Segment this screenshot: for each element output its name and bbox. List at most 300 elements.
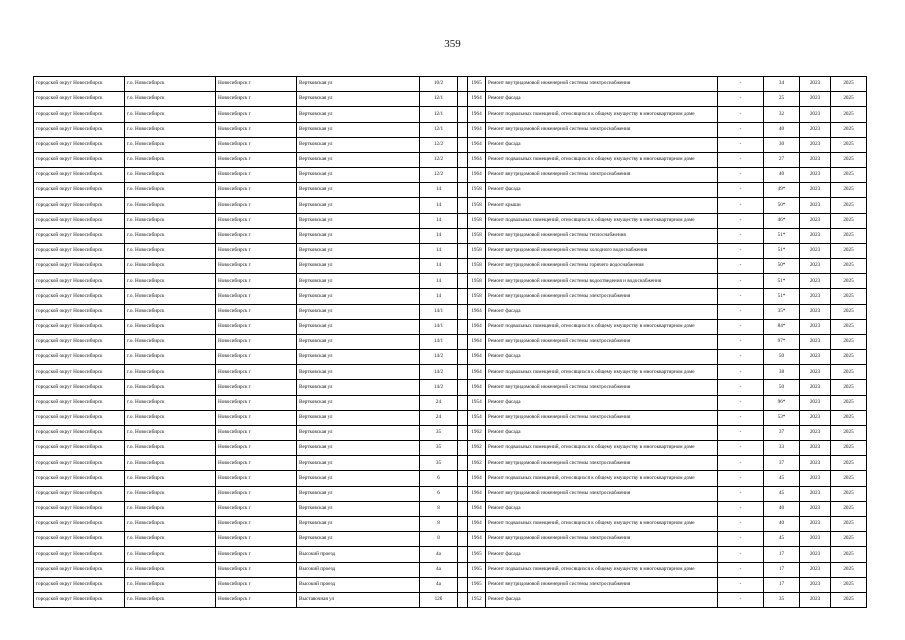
cell-house-number: 35 — [420, 425, 458, 440]
cell-blank: - — [718, 228, 764, 243]
cell-settlement: Новосибирск г — [216, 395, 297, 410]
cell-municipality: городской округ Новосибирск — [34, 183, 125, 198]
cell-blank: - — [718, 380, 764, 395]
cell-end-year: 2025 — [831, 319, 867, 334]
table-row — [34, 183, 867, 198]
cell-area: 40 — [764, 122, 800, 137]
cell-district: г.о. Новосибирск — [125, 319, 216, 334]
cell-house-number: 6 — [420, 486, 458, 501]
cell-house-number: 14/2 — [420, 380, 458, 395]
cell-end-year: 2025 — [831, 501, 867, 516]
table-row — [34, 289, 867, 304]
cell-blank: - — [718, 137, 764, 152]
cell-year-built: 1958 — [468, 228, 486, 243]
cell-blank: - — [718, 577, 764, 592]
cell-end-year: 2025 — [831, 547, 867, 562]
cell-start-year: 2023 — [800, 486, 831, 501]
cell-end-year: 2025 — [831, 516, 867, 531]
cell-house-number: 14 — [420, 183, 458, 198]
cell-house-number: 14/2 — [420, 350, 458, 365]
cell-area: 40 — [764, 516, 800, 531]
cell-start-year: 2023 — [800, 137, 831, 152]
cell-area: 25 — [764, 92, 800, 107]
cell-blank: - — [718, 152, 764, 167]
cell-municipality: городской округ Новосибирск — [34, 92, 125, 107]
cell-settlement: Новосибирск г — [216, 592, 297, 607]
cell-building — [458, 213, 468, 228]
cell-district: г.о. Новосибирск — [125, 365, 216, 380]
cell-district: г.о. Новосибирск — [125, 577, 216, 592]
cell-year-built: 1964 — [468, 137, 486, 152]
cell-end-year: 2025 — [831, 334, 867, 349]
cell-end-year: 2025 — [831, 137, 867, 152]
cell-settlement: Новосибирск г — [216, 441, 297, 456]
cell-end-year: 2025 — [831, 425, 867, 440]
cell-house-number: 12/1 — [420, 122, 458, 137]
cell-blank: - — [718, 365, 764, 380]
cell-building — [458, 243, 468, 258]
cell-end-year: 2025 — [831, 213, 867, 228]
cell-blank: - — [718, 122, 764, 137]
cell-work-type: Ремонт подвальных помещений, относящихся к общему имуществу в многоквартирном доме — [486, 319, 718, 334]
table-row — [34, 365, 867, 380]
cell-year-built: 1954 — [468, 410, 486, 425]
cell-year-built: 1964 — [468, 365, 486, 380]
cell-start-year: 2023 — [800, 228, 831, 243]
table-row — [34, 532, 867, 547]
cell-area: 35* — [764, 304, 800, 319]
cell-house-number: 35 — [420, 441, 458, 456]
cell-start-year: 2023 — [800, 243, 831, 258]
cell-municipality: городской округ Новосибирск — [34, 562, 125, 577]
cell-settlement: Новосибирск г — [216, 547, 297, 562]
cell-start-year: 2023 — [800, 168, 831, 183]
cell-district: г.о. Новосибирск — [125, 137, 216, 152]
table-row — [34, 198, 867, 213]
table-row — [34, 213, 867, 228]
cell-work-type: Ремонт подвальных помещений, относящихся к общему имуществу в многоквартирном доме — [486, 471, 718, 486]
cell-house-number: 24 — [420, 410, 458, 425]
cell-building — [458, 107, 468, 122]
cell-blank: - — [718, 395, 764, 410]
cell-start-year: 2023 — [800, 365, 831, 380]
table-row — [34, 456, 867, 471]
cell-start-year: 2023 — [800, 501, 831, 516]
cell-settlement: Новосибирск г — [216, 471, 297, 486]
cell-building — [458, 198, 468, 213]
cell-blank: - — [718, 532, 764, 547]
cell-blank: - — [718, 92, 764, 107]
cell-settlement: Новосибирск г — [216, 334, 297, 349]
cell-end-year: 2025 — [831, 441, 867, 456]
cell-house-number: 12б — [420, 592, 458, 607]
cell-house-number: 4а — [420, 577, 458, 592]
cell-building — [458, 547, 468, 562]
cell-blank: - — [718, 486, 764, 501]
table-row — [34, 304, 867, 319]
cell-street: Вертковская ул — [297, 441, 420, 456]
cell-year-built: 1964 — [468, 350, 486, 365]
cell-street: Вертковская ул — [297, 213, 420, 228]
cell-municipality: городской округ Новосибирск — [34, 259, 125, 274]
table-row — [34, 259, 867, 274]
cell-building — [458, 183, 468, 198]
cell-street: Вертковская ул — [297, 532, 420, 547]
cell-start-year: 2023 — [800, 562, 831, 577]
table-row — [34, 577, 867, 592]
cell-start-year: 2023 — [800, 456, 831, 471]
cell-settlement: Новосибирск г — [216, 486, 297, 501]
cell-year-built: 1958 — [468, 198, 486, 213]
cell-street: Вертковская ул — [297, 183, 420, 198]
cell-blank: - — [718, 592, 764, 607]
cell-work-type: Ремонт подвальных помещений, относящихся к общему имуществу в многоквартирном доме — [486, 152, 718, 167]
table-row — [34, 152, 867, 167]
cell-work-type: Ремонт фасада — [486, 501, 718, 516]
cell-street: Вертковская ул — [297, 122, 420, 137]
table-row — [34, 501, 867, 516]
cell-district: г.о. Новосибирск — [125, 92, 216, 107]
table-row — [34, 350, 867, 365]
table-row — [34, 410, 867, 425]
cell-district: г.о. Новосибирск — [125, 168, 216, 183]
cell-area: 53* — [764, 410, 800, 425]
cell-municipality: городской округ Новосибирск — [34, 243, 125, 258]
cell-house-number: 14 — [420, 228, 458, 243]
cell-street: Вертковская ул — [297, 319, 420, 334]
table-row — [34, 77, 867, 92]
cell-area: 37 — [764, 456, 800, 471]
cell-municipality: городской округ Новосибирск — [34, 441, 125, 456]
cell-year-built: 1964 — [468, 168, 486, 183]
cell-district: г.о. Новосибирск — [125, 486, 216, 501]
cell-start-year: 2023 — [800, 532, 831, 547]
cell-settlement: Новосибирск г — [216, 183, 297, 198]
cell-year-built: 1958 — [468, 183, 486, 198]
cell-blank: - — [718, 471, 764, 486]
cell-municipality: городской округ Новосибирск — [34, 289, 125, 304]
cell-district: г.о. Новосибирск — [125, 410, 216, 425]
cell-area: 40 — [764, 501, 800, 516]
cell-building — [458, 516, 468, 531]
cell-house-number: 12/1 — [420, 92, 458, 107]
cell-street: Вертковская ул — [297, 350, 420, 365]
cell-house-number: 14 — [420, 198, 458, 213]
cell-house-number: 24 — [420, 395, 458, 410]
cell-area: 46* — [764, 213, 800, 228]
cell-area: 50 — [764, 350, 800, 365]
cell-building — [458, 289, 468, 304]
cell-municipality: городской округ Новосибирск — [34, 213, 125, 228]
cell-street: Вертковская ул — [297, 274, 420, 289]
cell-year-built: 1964 — [468, 516, 486, 531]
cell-street: Вертковская ул — [297, 228, 420, 243]
cell-house-number: 14 — [420, 274, 458, 289]
cell-house-number: 14 — [420, 289, 458, 304]
cell-building — [458, 350, 468, 365]
cell-end-year: 2025 — [831, 577, 867, 592]
cell-start-year: 2023 — [800, 213, 831, 228]
cell-work-type: Ремонт внутридомовой инженерной системы электроснабжения — [486, 380, 718, 395]
cell-building — [458, 562, 468, 577]
cell-year-built: 1965 — [468, 577, 486, 592]
cell-district: г.о. Новосибирск — [125, 183, 216, 198]
cell-year-built: 1954 — [468, 395, 486, 410]
cell-blank: - — [718, 259, 764, 274]
cell-area: 51* — [764, 228, 800, 243]
cell-work-type: Ремонт внутридомовой инженерной системы электроснабжения — [486, 77, 718, 92]
cell-year-built: 1964 — [468, 92, 486, 107]
cell-street: Вертковская ул — [297, 304, 420, 319]
table-row — [34, 471, 867, 486]
cell-start-year: 2023 — [800, 92, 831, 107]
cell-end-year: 2025 — [831, 77, 867, 92]
cell-work-type: Ремонт фасада — [486, 350, 718, 365]
cell-settlement: Новосибирск г — [216, 577, 297, 592]
cell-blank: - — [718, 516, 764, 531]
cell-district: г.о. Новосибирск — [125, 592, 216, 607]
cell-settlement: Новосибирск г — [216, 365, 297, 380]
table-row — [34, 486, 867, 501]
table-row — [34, 516, 867, 531]
cell-district: г.о. Новосибирск — [125, 259, 216, 274]
table-row — [34, 441, 867, 456]
cell-street: Вертковская ул — [297, 289, 420, 304]
cell-district: г.о. Новосибирск — [125, 152, 216, 167]
cell-area: 49* — [764, 183, 800, 198]
cell-house-number: 4а — [420, 562, 458, 577]
cell-start-year: 2023 — [800, 471, 831, 486]
cell-house-number: 14 — [420, 213, 458, 228]
cell-district: г.о. Новосибирск — [125, 471, 216, 486]
cell-work-type: Ремонт подвальных помещений, относящихся к общему имуществу в многоквартирном доме — [486, 562, 718, 577]
cell-settlement: Новосибирск г — [216, 562, 297, 577]
table-row — [34, 395, 867, 410]
cell-work-type: Ремонт внутридомовой инженерной системы холодного водоснабжения — [486, 243, 718, 258]
cell-building — [458, 501, 468, 516]
cell-work-type: Ремонт фасада — [486, 183, 718, 198]
cell-building — [458, 319, 468, 334]
cell-building — [458, 259, 468, 274]
cell-work-type: Ремонт внутридомовой инженерной системы электроснабжения — [486, 456, 718, 471]
cell-settlement: Новосибирск г — [216, 107, 297, 122]
cell-settlement: Новосибирск г — [216, 228, 297, 243]
cell-end-year: 2025 — [831, 592, 867, 607]
cell-end-year: 2025 — [831, 122, 867, 137]
cell-blank: - — [718, 243, 764, 258]
cell-municipality: городской округ Новосибирск — [34, 471, 125, 486]
cell-end-year: 2025 — [831, 243, 867, 258]
cell-district: г.о. Новосибирск — [125, 243, 216, 258]
cell-work-type: Ремонт фасада — [486, 547, 718, 562]
cell-building — [458, 456, 468, 471]
cell-house-number: 12/2 — [420, 137, 458, 152]
cell-house-number: 8 — [420, 516, 458, 531]
cell-area: 45 — [764, 471, 800, 486]
cell-area: 37 — [764, 425, 800, 440]
cell-work-type: Ремонт фасада — [486, 137, 718, 152]
cell-district: г.о. Новосибирск — [125, 350, 216, 365]
cell-blank: - — [718, 562, 764, 577]
cell-municipality: городской округ Новосибирск — [34, 592, 125, 607]
cell-year-built: 1964 — [468, 532, 486, 547]
cell-street: Высокий проезд — [297, 547, 420, 562]
cell-municipality: городской округ Новосибирск — [34, 350, 125, 365]
cell-settlement: Новосибирск г — [216, 92, 297, 107]
cell-year-built: 1958 — [468, 213, 486, 228]
cell-start-year: 2023 — [800, 183, 831, 198]
cell-blank: - — [718, 441, 764, 456]
cell-work-type: Ремонт внутридомовой инженерной системы электроснабжения — [486, 486, 718, 501]
cell-blank: - — [718, 456, 764, 471]
cell-building — [458, 152, 468, 167]
cell-house-number: 35 — [420, 456, 458, 471]
cell-start-year: 2023 — [800, 410, 831, 425]
cell-street: Вертковская ул — [297, 243, 420, 258]
cell-street: Вертковская ул — [297, 486, 420, 501]
cell-year-built: 1964 — [468, 107, 486, 122]
cell-area: 17 — [764, 562, 800, 577]
cell-municipality: городской округ Новосибирск — [34, 365, 125, 380]
cell-year-built: 1964 — [468, 334, 486, 349]
cell-street: Вертковская ул — [297, 471, 420, 486]
cell-blank: - — [718, 289, 764, 304]
cell-work-type: Ремонт внутридомовой инженерной системы электроснабжения — [486, 122, 718, 137]
cell-work-type: Ремонт внутридомовой инженерной системы электроснабжения — [486, 334, 718, 349]
cell-municipality: городской округ Новосибирск — [34, 107, 125, 122]
cell-area: 51* — [764, 243, 800, 258]
cell-street: Вертковская ул — [297, 198, 420, 213]
cell-work-type: Ремонт внутридомовой инженерной системы горячего водоснабжения — [486, 259, 718, 274]
cell-start-year: 2023 — [800, 380, 831, 395]
cell-blank: - — [718, 274, 764, 289]
cell-street: Вертковская ул — [297, 152, 420, 167]
cell-start-year: 2023 — [800, 198, 831, 213]
cell-municipality: городской округ Новосибирск — [34, 410, 125, 425]
cell-start-year: 2023 — [800, 395, 831, 410]
cell-settlement: Новосибирск г — [216, 77, 297, 92]
cell-start-year: 2023 — [800, 77, 831, 92]
cell-work-type: Ремонт подвальных помещений, относящихся к общему имуществу в многоквартирном доме — [486, 365, 718, 380]
cell-building — [458, 365, 468, 380]
cell-settlement: Новосибирск г — [216, 122, 297, 137]
cell-district: г.о. Новосибирск — [125, 441, 216, 456]
cell-work-type: Ремонт подвальных помещений, относящихся к общему имуществу в многоквартирном доме — [486, 516, 718, 531]
table-row — [34, 92, 867, 107]
cell-start-year: 2023 — [800, 334, 831, 349]
cell-settlement: Новосибирск г — [216, 168, 297, 183]
table-row — [34, 319, 867, 334]
cell-district: г.о. Новосибирск — [125, 122, 216, 137]
cell-year-built: 1965 — [468, 547, 486, 562]
cell-street: Высокий проезд — [297, 562, 420, 577]
repair-schedule-table — [33, 76, 867, 608]
cell-year-built: 1964 — [468, 486, 486, 501]
table-row — [34, 137, 867, 152]
cell-house-number: 12/1 — [420, 107, 458, 122]
cell-municipality: городской округ Новосибирск — [34, 122, 125, 137]
cell-municipality: городской округ Новосибирск — [34, 334, 125, 349]
cell-district: г.о. Новосибирск — [125, 77, 216, 92]
cell-street: Выставочная ул — [297, 592, 420, 607]
cell-end-year: 2025 — [831, 532, 867, 547]
cell-area: 45 — [764, 532, 800, 547]
cell-street: Вертковская ул — [297, 395, 420, 410]
cell-municipality: городской округ Новосибирск — [34, 168, 125, 183]
table-row — [34, 380, 867, 395]
cell-work-type: Ремонт подвальных помещений, относящихся к общему имуществу в многоквартирном доме — [486, 441, 718, 456]
cell-street: Высокий проезд — [297, 577, 420, 592]
cell-area: 51* — [764, 289, 800, 304]
cell-settlement: Новосибирск г — [216, 289, 297, 304]
cell-settlement: Новосибирск г — [216, 350, 297, 365]
cell-settlement: Новосибирск г — [216, 213, 297, 228]
cell-building — [458, 92, 468, 107]
cell-area: 51* — [764, 274, 800, 289]
cell-year-built: 1964 — [468, 319, 486, 334]
cell-end-year: 2025 — [831, 365, 867, 380]
cell-settlement: Новосибирск г — [216, 516, 297, 531]
cell-municipality: городской округ Новосибирск — [34, 532, 125, 547]
cell-street: Вертковская ул — [297, 259, 420, 274]
cell-house-number: 14 — [420, 259, 458, 274]
cell-area: 96* — [764, 395, 800, 410]
cell-settlement: Новосибирск г — [216, 532, 297, 547]
cell-municipality: городской округ Новосибирск — [34, 425, 125, 440]
cell-end-year: 2025 — [831, 198, 867, 213]
cell-start-year: 2023 — [800, 274, 831, 289]
cell-start-year: 2023 — [800, 319, 831, 334]
cell-work-type: Ремонт подвальных помещений, относящихся к общему имуществу в многоквартирном доме — [486, 213, 718, 228]
cell-end-year: 2025 — [831, 274, 867, 289]
cell-area: 40 — [764, 168, 800, 183]
cell-blank: - — [718, 168, 764, 183]
table-row — [34, 562, 867, 577]
cell-work-type: Ремонт внутридомовой инженерной системы электроснабжения — [486, 168, 718, 183]
cell-area: 84* — [764, 319, 800, 334]
cell-house-number: 8 — [420, 501, 458, 516]
cell-street: Вертковская ул — [297, 410, 420, 425]
cell-district: г.о. Новосибирск — [125, 228, 216, 243]
cell-year-built: 1958 — [468, 259, 486, 274]
cell-district: г.о. Новосибирск — [125, 334, 216, 349]
cell-settlement: Новосибирск г — [216, 410, 297, 425]
cell-district: г.о. Новосибирск — [125, 425, 216, 440]
cell-district: г.о. Новосибирск — [125, 547, 216, 562]
cell-year-built: 1958 — [468, 274, 486, 289]
cell-area: 27 — [764, 152, 800, 167]
cell-settlement: Новосибирск г — [216, 198, 297, 213]
cell-blank: - — [718, 304, 764, 319]
cell-start-year: 2023 — [800, 350, 831, 365]
cell-building — [458, 228, 468, 243]
cell-district: г.о. Новосибирск — [125, 213, 216, 228]
cell-blank: - — [718, 107, 764, 122]
cell-work-type: Ремонт крыши — [486, 198, 718, 213]
cell-street: Вертковская ул — [297, 516, 420, 531]
cell-blank: - — [718, 501, 764, 516]
cell-building — [458, 441, 468, 456]
cell-building — [458, 471, 468, 486]
cell-area: 50 — [764, 380, 800, 395]
cell-settlement: Новосибирск г — [216, 137, 297, 152]
cell-street: Вертковская ул — [297, 334, 420, 349]
cell-house-number: 14/2 — [420, 365, 458, 380]
table-row — [34, 334, 867, 349]
cell-house-number: 8 — [420, 532, 458, 547]
cell-work-type: Ремонт внутридомовой инженерной системы электроснабжения — [486, 577, 718, 592]
cell-blank: - — [718, 410, 764, 425]
